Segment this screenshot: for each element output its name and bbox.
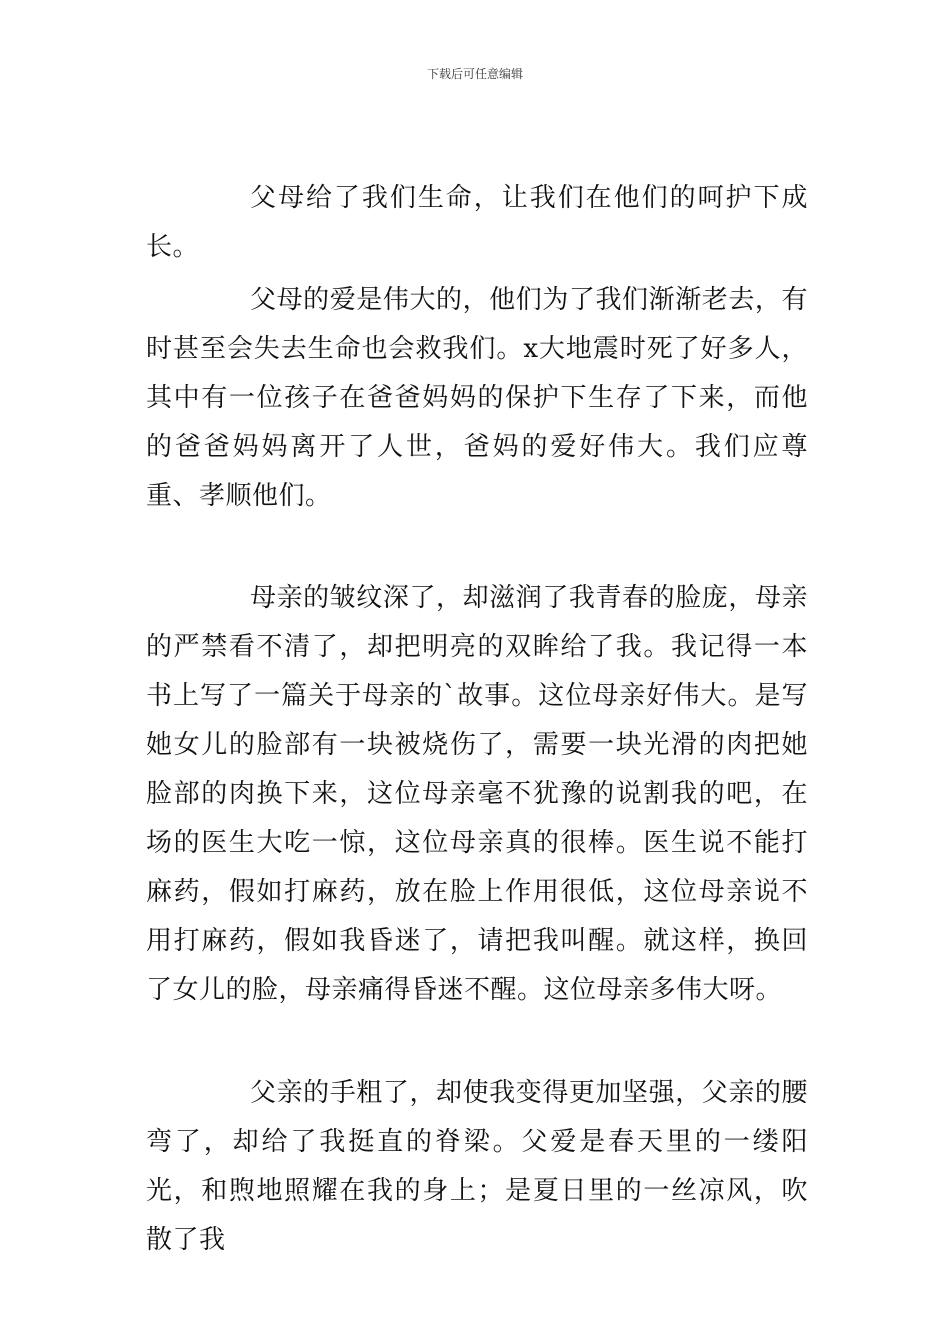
document-paragraph-2 [146, 276, 808, 521]
document-paragraph-4 [146, 1069, 808, 1265]
document-paragraph-1 [146, 174, 808, 272]
paragraph-text: 父母的爱是伟大的，他们为了我们渐渐老去，有时甚至会失去生命也会救我们。x大地震时死了好多人，其中有一位孩子在爸爸妈妈的保护下生存了下来，而他的爸爸妈妈离开了人世，爸妈的爱好伟大。我们应尊重、孝顺他们。 [146, 285, 808, 511]
page-header-note: 下载后可任意编辑 [426, 67, 523, 81]
document-paragraph-3 [146, 574, 808, 1015]
paragraph-text: 父母给了我们生命，让我们在他们的呵护下成长。 [146, 183, 808, 262]
paragraph-text: 父亲的手粗了，却使我变得更加坚强，父亲的腰弯了，却给了我挺直的脊梁。父爱是春天里的一缕阳光，和煦地照耀在我的身上；是夏日里的一丝凉风，吹散了我 [146, 1078, 808, 1255]
paragraph-text: 母亲的皱纹深了，却滋润了我青春的脸庞，母亲的严禁看不清了，却把明亮的双眸给了我。我记得一本书上写了一篇关于母亲的`故事。这位母亲好伟大。是写她女儿的脸部有一块被烧伤了，需要一块光滑的肉把她脸部的肉换下来，这位母亲毫不犹豫的说割我的吧，在场的医生大吃一惊，这位母亲真的很棒。医生说不能打麻药，假如打麻药，放在脸上作用很低，这位母亲说不用打麻药，假如我昏迷了，请把我叫醒。就这样，换回了女儿的脸，母亲痛得昏迷不醒。这位母亲多伟大呀。 [146, 583, 808, 1005]
